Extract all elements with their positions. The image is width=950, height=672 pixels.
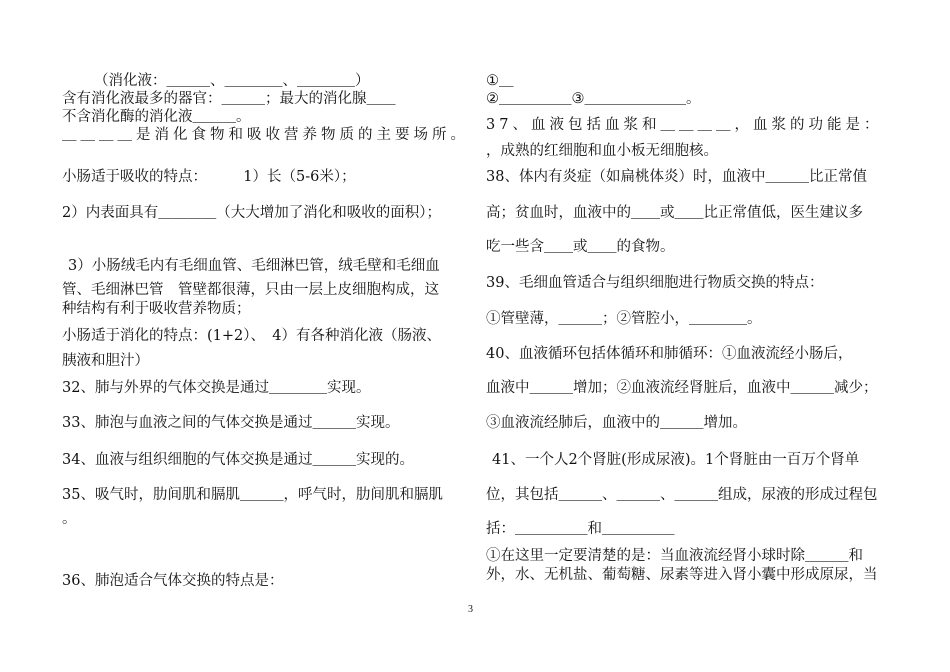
left-line-7: 3）小肠绒毛内有毛细血管、毛细淋巴管，绒毛壁和毛细血 — [68, 258, 440, 274]
right-line-14: 位，其包括＿＿＿、＿＿＿、＿＿＿组成，尿液的形成过程包 — [486, 487, 878, 503]
right-line-7: 吃一些含＿＿或＿＿的食物。 — [486, 239, 675, 255]
right-line-1: ①＿ — [486, 73, 514, 89]
left-line-17: 36、肺泡适合气体交换的特点是： — [62, 573, 284, 589]
left-line-6: 2）内表面具有＿＿＿＿（大大增加了消化和吸收的面积）； — [62, 205, 441, 221]
right-line-8: 39、毛细血管适合与组织细胞进行物质交换的特点： — [486, 275, 824, 291]
left-line-15: 35、吸气时，肋间肌和膈肌＿＿＿，呼气时，肋间肌和膈肌 — [62, 487, 443, 503]
right-line-12: ③血液流经肺后，血液中的＿＿＿增加。 — [486, 415, 747, 431]
left-line-1: （消化液：＿＿＿、＿＿＿＿、＿＿＿＿） — [94, 73, 370, 89]
right-line-9: ①管壁薄，＿＿＿；②管腔小，＿＿＿＿。 — [486, 311, 762, 327]
page-number: 3 — [468, 604, 473, 615]
left-line-13: 33、肺泡与血液之间的气体交换是通过＿＿＿实现。 — [62, 415, 400, 431]
right-line-17: 外，水、无机盐、葡萄糖、尿素等进入肾小囊中形成原尿，当 — [486, 567, 878, 583]
right-line-15: 括：＿＿＿＿＿和＿＿＿＿＿ — [486, 521, 675, 537]
left-line-2: 含有消化液最多的器官：＿＿＿；最大的消化腺＿＿ — [62, 91, 396, 107]
right-line-3: 37、血液包括血浆和＿＿＿＿，血浆的功能是： — [486, 117, 883, 133]
right-line-11: 血液中＿＿＿增加；②血液流经肾脏后，血液中＿＿＿减少； — [486, 380, 878, 396]
left-line-12: 32、肺与外界的气体交换是通过＿＿＿＿实现。 — [62, 380, 371, 396]
right-line-6: 高；贫血时，血液中的＿＿或＿＿比正常值低，医生建议多 — [486, 205, 863, 221]
left-line-3: 不含消化酶的消化液＿＿＿。 — [62, 109, 251, 125]
right-line-10: 40、血液循环包括体循环和肺循环：①血液流经小肠后， — [486, 346, 853, 362]
left-line-11: 胰液和胆汁） — [62, 353, 149, 369]
left-line-9: 种结构有利于吸收营养物质； — [62, 301, 251, 317]
right-line-13: 41、一个人2个肾脏(形成尿液)。1个肾脏由一百万个肾单 — [492, 452, 860, 468]
left-line-4: ＿＿＿＿是消化食物和吸收营养物质的主要场所。 — [62, 127, 469, 143]
right-line-2: ②＿＿＿＿＿③＿＿＿＿＿＿＿。 — [486, 91, 701, 107]
right-line-4: ，成熟的红细胞和血小板无细胞核。 — [486, 143, 718, 159]
left-line-5: 小肠适于吸收的特点： 1）长（5-6米）； — [62, 169, 356, 185]
left-line-10: 小肠适于消化的特点：(1+2）、 4）有各种消化液（肠液、 — [62, 328, 441, 344]
right-line-16: ①在这里一定要清楚的是：当血液流经肾小球时除＿＿＿和 — [486, 548, 863, 564]
left-line-8: 管、毛细淋巴管 管壁都很薄，只由一层上皮细胞构成，这 — [62, 282, 439, 298]
left-line-16: 。 — [62, 511, 77, 527]
right-line-5: 38、体内有炎症（如扁桃体炎）时，血液中＿＿＿比正常值 — [486, 169, 867, 185]
left-line-14: 34、血液与组织细胞的气体交换是通过＿＿＿实现的。 — [62, 452, 414, 468]
